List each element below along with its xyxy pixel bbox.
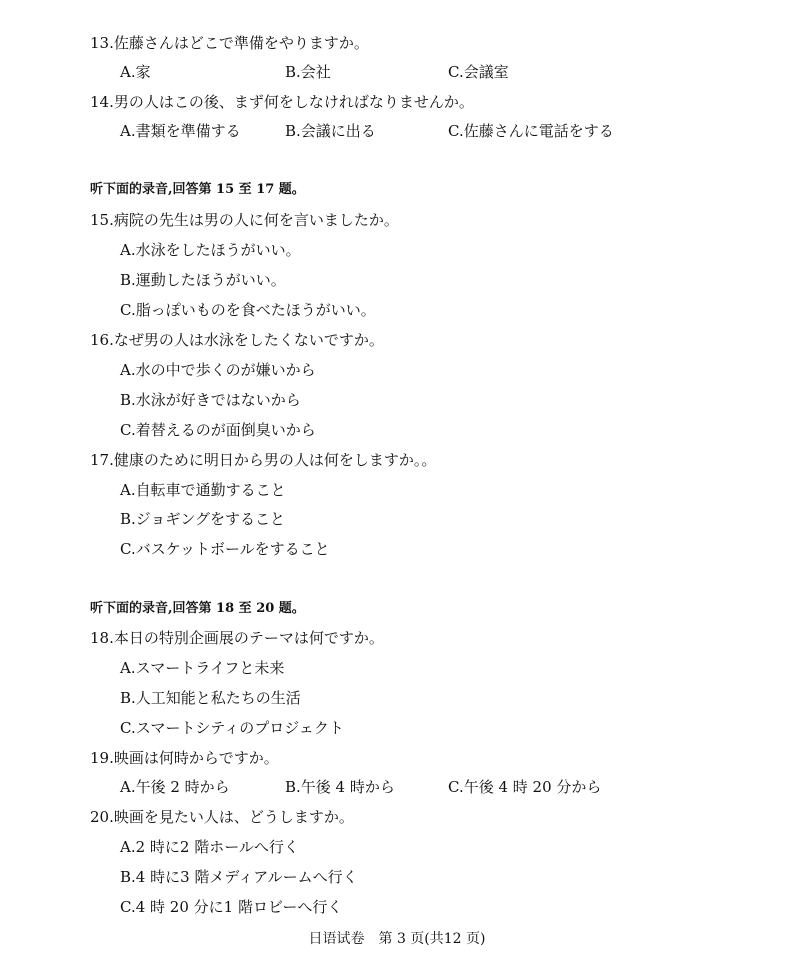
question-14: 14.男の人はこの後、まず何をしなければなりませんか。	[90, 93, 474, 111]
question-16: 16.なぜ男の人は水泳をしたくないですか。	[90, 331, 384, 349]
q20-option-a: A.2 時に2 階ホールへ行く	[120, 838, 299, 856]
q15-option-a: A.水泳をしたほうがいい。	[120, 241, 301, 259]
q13-option-c: C.会議室	[448, 63, 509, 81]
q18-option-b: B.人工知能と私たちの生活	[120, 689, 301, 707]
page-footer: 日语试卷 第 3 页(共12 页)	[308, 931, 486, 947]
question-17: 17.健康のために明日から男の人は何をしますか。。	[90, 451, 437, 469]
question-20: 20.映画を見たい人は、どうしますか。	[90, 808, 354, 826]
q16-option-a: A.水の中で歩くのが嫌いから	[120, 361, 316, 379]
q13-option-a: A.家	[120, 63, 151, 81]
q13-option-b: B.会社	[285, 63, 331, 81]
q14-option-c: C.佐藤さんに電話をする	[448, 122, 614, 140]
q14-option-b: B.会議に出る	[285, 122, 376, 140]
q17-option-a: A.自転車で通勤すること	[120, 481, 286, 499]
question-15: 15.病院の先生は男の人に何を言いましたか。	[90, 211, 399, 229]
q20-option-b: B.4 時に3 階メディアルームへ行く	[120, 868, 358, 886]
q18-option-a: A.スマートライフと未来	[120, 659, 285, 677]
q14-option-a: A.書類を準備する	[120, 122, 241, 140]
section-instruction-15-17: 听下面的录音,回答第 15 至 17 题。	[90, 182, 305, 197]
q15-option-b: B.運動したほうがいい。	[120, 271, 286, 289]
question-13: 13.佐藤さんはどこで準備をやりますか。	[90, 34, 369, 52]
q16-option-b: B.水泳が好きではないから	[120, 391, 301, 409]
q20-option-c: C.4 時 20 分に1 階ロビーへ行く	[120, 898, 343, 916]
question-19: 19.映画は何時からですか。	[90, 749, 279, 767]
q18-option-c: C.スマートシティのプロジェクト	[120, 719, 344, 737]
q16-option-c: C.着替えるのが面倒臭いから	[120, 421, 316, 439]
section-instruction-18-20: 听下面的录音,回答第 18 至 20 题。	[90, 601, 305, 616]
q19-option-c: C.午後 4 時 20 分から	[448, 778, 602, 796]
question-18: 18.本日の特別企画展のテーマは何ですか。	[90, 629, 384, 647]
q17-option-b: B.ジョギングをすること	[120, 510, 286, 528]
q15-option-c: C.脂っぽいものを食べたほうがいい。	[120, 301, 376, 319]
q19-option-a: A.午後 2 時から	[120, 778, 230, 796]
q17-option-c: C.バスケットボールをすること	[120, 540, 330, 558]
q19-option-b: B.午後 4 時から	[285, 778, 395, 796]
